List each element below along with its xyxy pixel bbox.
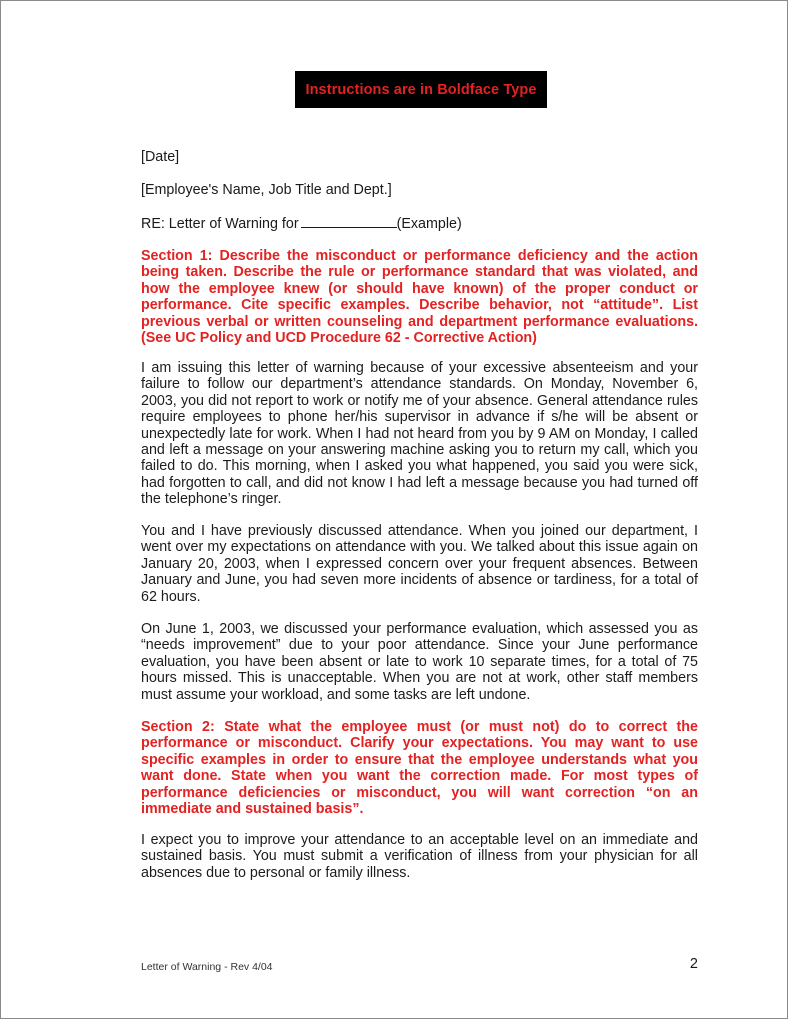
re-line-blank <box>301 215 397 228</box>
footer-page-number: 2 <box>689 956 698 972</box>
page-content-area <box>141 1 698 1019</box>
section-2-instructions: Section 2: State what the employee must (or must not) do to correct the performance or misconduct. Clarify your expectations. You may want to use specific examples in order to ensure that the employee understands what you want done. State when you want the correction made. For most types of performance deficiencies or misconduct, you will want correction “on an immediate and sustained basis”. <box>141 719 698 818</box>
section-1-instructions: Section 1: Describe the misconduct or performance deficiency and the action being taken. Describe the rule or performance standard that was violated, and how the employee knew (or should have known) of the proper conduct or performance. Cite specific examples. Describe behavior, not “attitude”. List previous verbal or written counseling and department performance evaluations. (See UC Policy and UCD Procedure 62 - Corrective Action) <box>141 248 698 347</box>
instructions-banner <box>295 71 547 108</box>
re-line-prefix: RE: Letter of Warning for <box>141 216 299 232</box>
instructions-banner-label: Instructions are in Boldface Type <box>305 81 537 98</box>
re-line-suffix: (Example) <box>396 216 462 232</box>
body-paragraph-1: I am issuing this letter of warning because of your excessive absenteeism and your failure to follow our department’s attendance standards. On Monday, November 6, 2003, you did not report to work or notify me of your absence. General attendance rules require employees to phone her/his supervisor in advance if s/he will be absent or unexpectedly late for work. When I had not heard from you by 9 AM on Monday, I called and left a message on your answering machine asking you to return my call, which you failed to do. This morning, when I asked you what happened, you said you were sick, had forgotten to call, and did not know I had left a message because you had turned off the telephone’s ringer. <box>141 360 698 508</box>
date-placeholder: [Date] <box>141 149 180 165</box>
footer-revision: Letter of Warning - Rev 4/04 <box>141 961 273 973</box>
recipient-placeholder: [Employee's Name, Job Title and Dept.] <box>141 182 392 198</box>
body-paragraph-2: You and I have previously discussed attendance. When you joined our department, I went over my expectations on attendance with you. We talked about this issue again on January 20, 2003, when I expressed concern over your frequent absences. Between January and June, you had seven more incidents of absence or tardiness, for a total of 62 hours. <box>141 523 698 605</box>
body-paragraph-3: On June 1, 2003, we discussed your performance evaluation, which assessed you as “needs improvement” due to your poor attendance. Since your June performance evaluation, you have been absent or late to work 10 separate times, for a total of 75 hours missed. This is unacceptable. When you are not at work, other staff members must assume your workload, and some tasks are left undone. <box>141 621 698 703</box>
re-line <box>141 215 462 232</box>
body-paragraph-4: I expect you to improve your attendance to an acceptable level on an immediate and sustained basis. You must submit a verification of illness from your physician for all absences due to personal or family illness. <box>141 832 698 881</box>
